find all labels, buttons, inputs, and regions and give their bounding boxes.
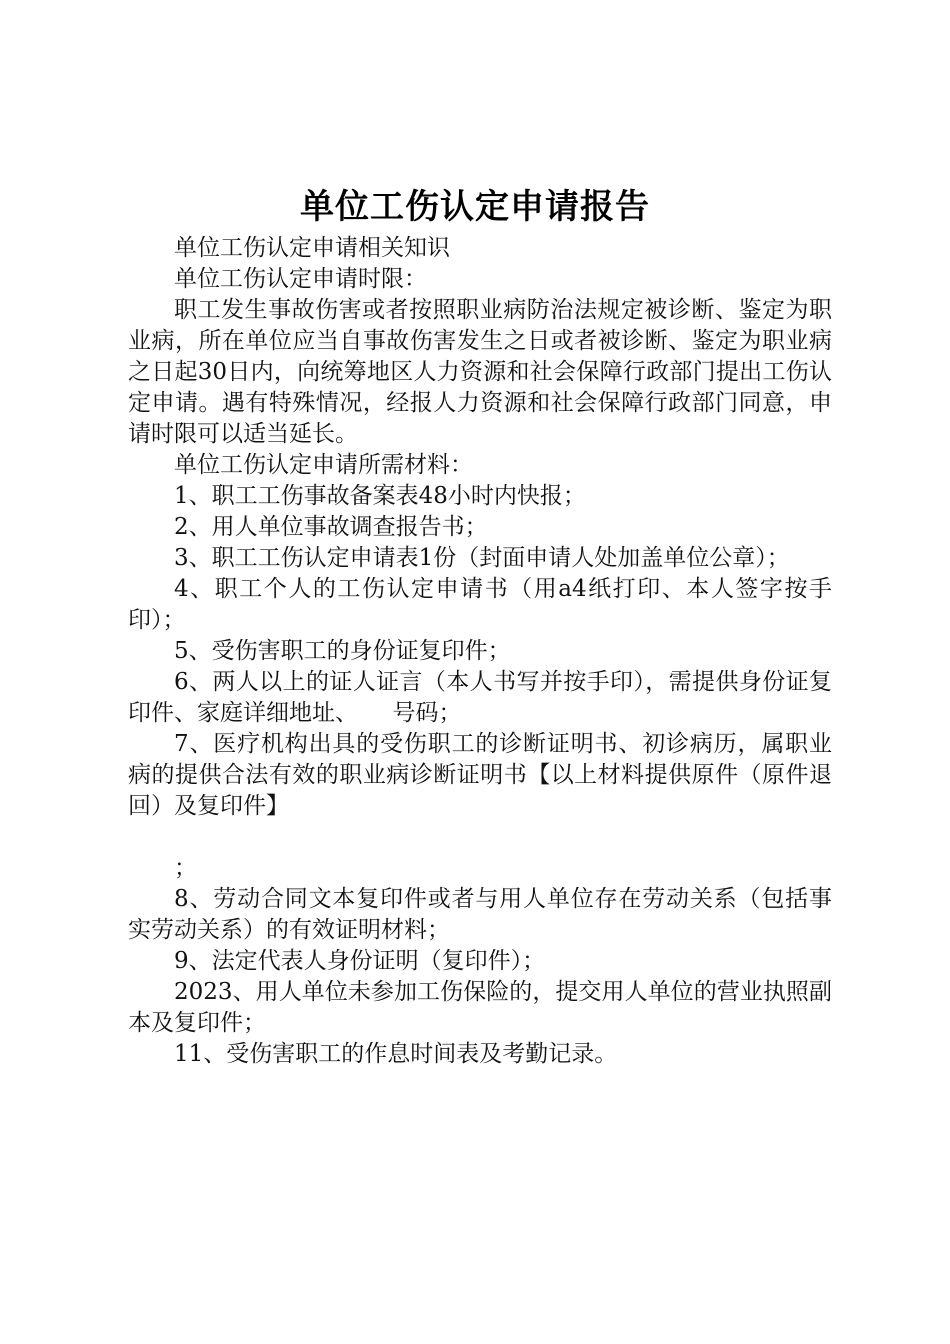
list-item: 2、用人单位事故调查报告书； <box>174 514 488 540</box>
document-body <box>128 233 832 1070</box>
paragraph-time-limit-text: 职工发生事故伤害或者按照职业病防治法规定被诊断、鉴定为职业病，所在单位应当自事故伤害发生之日或者被诊断、鉴定为职业病之日起30日内，向统筹地区人力资源和社会保障行政部门提出工伤认定申请。遇有特殊情况，经报人力资源和社会保障行政部门同意，申请时限可以适当延长。 <box>128 297 832 447</box>
list-item: 7、医疗机构出具的受伤职工的诊断证明书、初诊病历，属职业病的提供合法有效的职业病诊断证明书【以上材料提供原件（原件退回）及复印件】 <box>128 731 832 819</box>
list-item: 4、职工个人的工伤认定申请书（用a4纸打印、本人签字按手印）； <box>128 576 832 633</box>
document-title: 单位工伤认定申请报告 <box>300 187 650 227</box>
list-item: 9、法定代表人身份证明（复印件）； <box>174 948 546 974</box>
paragraph-time-limit-heading: 单位工伤认定申请时限： <box>174 266 427 292</box>
list-item: 3、职工工伤认定申请表1份（封面申请人处加盖单位公章）； <box>174 545 790 571</box>
paragraph-materials-heading: 单位工伤认定申请所需材料： <box>174 452 473 478</box>
list-item: 11、受伤害职工的作息时间表及考勤记录。 <box>174 1041 618 1067</box>
list-item: ； <box>174 855 197 881</box>
paragraph-intro-heading: 单位工伤认定申请相关知识 <box>174 235 450 261</box>
list-item: 6、两人以上的证人证言（本人书写并按手印），需提供身份证复印件、家庭详细地址、 号码； <box>128 669 832 726</box>
list-item: 2023、用人单位未参加工伤保险的，提交用人单位的营业执照副本及复印件； <box>128 979 832 1036</box>
spacer-line <box>128 822 832 853</box>
list-item: 1、职工工伤事故备案表48小时内快报； <box>174 483 586 509</box>
list-item: 8、劳动合同文本复印件或者与用人单位存在劳动关系（包括事实劳动关系）的有效证明材料； <box>128 886 832 943</box>
list-item: 5、受伤害职工的身份证复印件； <box>174 638 511 664</box>
